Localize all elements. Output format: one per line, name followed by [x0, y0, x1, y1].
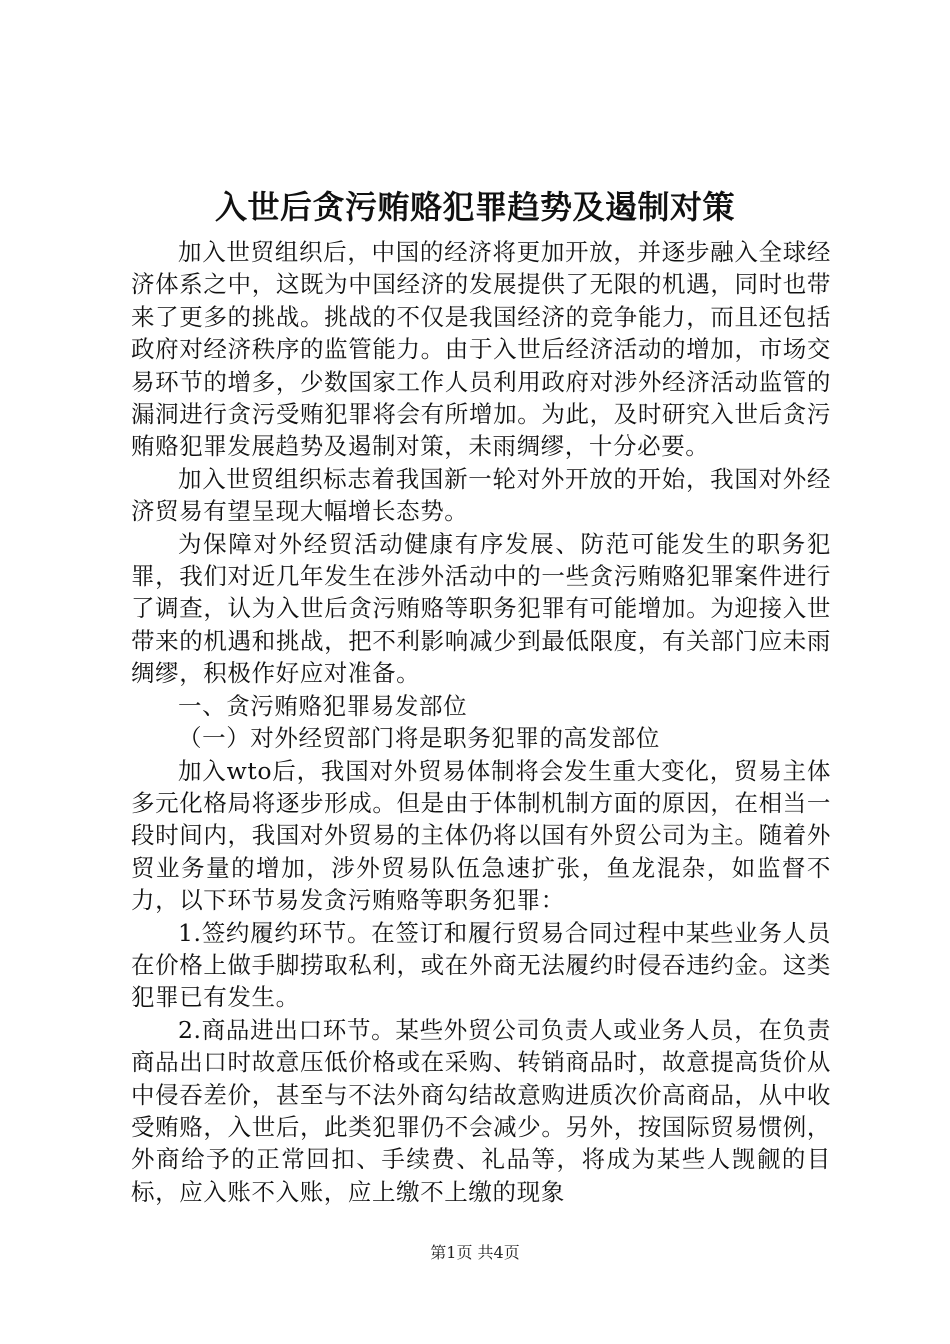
paragraph-item-2: 2.商品进出口环节。某些外贸公司负责人或业务人员，在负责商品出口时故意压低价格或在采购、转销商品时，故意提高货价从中侵吞差价，甚至与不法外商勾结故意购进质次价高商品，从中收受贿赂，入世后，此类犯罪仍不会减少。另外，按国际贸易惯例，外商给予的正常回扣、手续费、礼品等，将成为某些人觊觎的目标，应入账不入账，应上缴不上缴的现象	[131, 1015, 831, 1206]
section-heading-1: 一、贪污贿赂犯罪易发部位	[178, 691, 468, 720]
paragraph-wto-opening: 加入世贸组织标志着我国新一轮对外开放的开始，我国对外经济贸易有望呈现大幅增长态势。	[131, 464, 831, 526]
subsection-heading-1: （一）对外经贸部门将是职务犯罪的高发部位	[178, 724, 660, 753]
paragraph-investigation: 为保障对外经贸活动健康有序发展、防范可能发生的职务犯罪，我们对近几年发生在涉外活动中的一些贪污贿赂犯罪案件进行了调查，认为入世后贪污贿赂等职务犯罪有可能增加。为迎接入世带来的机遇和挑战，把不利影响减少到最低限度，有关部门应未雨绸缪，积极作好应对准备。	[131, 529, 831, 688]
paragraph-intro: 加入世贸组织后，中国的经济将更加开放，并逐步融入全球经济体系之中，这既为中国经济的发展提供了无限的机遇，同时也带来了更多的挑战。挑战的不仅是我国经济的竞争能力，而且还包括政府对经济秩序的监管能力。由于入世后经济活动的增加，市场交易环节的增多，少数国家工作人员利用政府对涉外经济活动监管的漏洞进行贪污受贿犯罪将会有所增加。为此，及时研究入世后贪污贿赂犯罪发展趋势及遏制对策，未雨绸缪，十分必要。	[131, 238, 831, 461]
paragraph-trade-system: 加入wto后，我国对外贸易体制将会发生重大变化，贸易主体多元化格局将逐步形成。但是由于体制机制方面的原因，在相当一段时间内，我国对外贸易的主体仍将以国有外贸公司为主。随着外贸业务量的增加，涉外贸易队伍急速扩张，鱼龙混杂，如监督不力，以下环节易发贪污贿赂等职务犯罪：	[131, 756, 831, 915]
document-body	[131, 236, 831, 1208]
paragraph-item-1: 1.签约履约环节。在签订和履行贸易合同过程中某些业务人员在价格上做手脚捞取私利，或在外商无法履约时侵吞违约金。这类犯罪已有发生。	[131, 918, 831, 1012]
page-footer: 第1页 共4页	[430, 1243, 520, 1262]
document-title: 入世后贪污贿赂犯罪趋势及遏制对策	[214, 188, 735, 226]
